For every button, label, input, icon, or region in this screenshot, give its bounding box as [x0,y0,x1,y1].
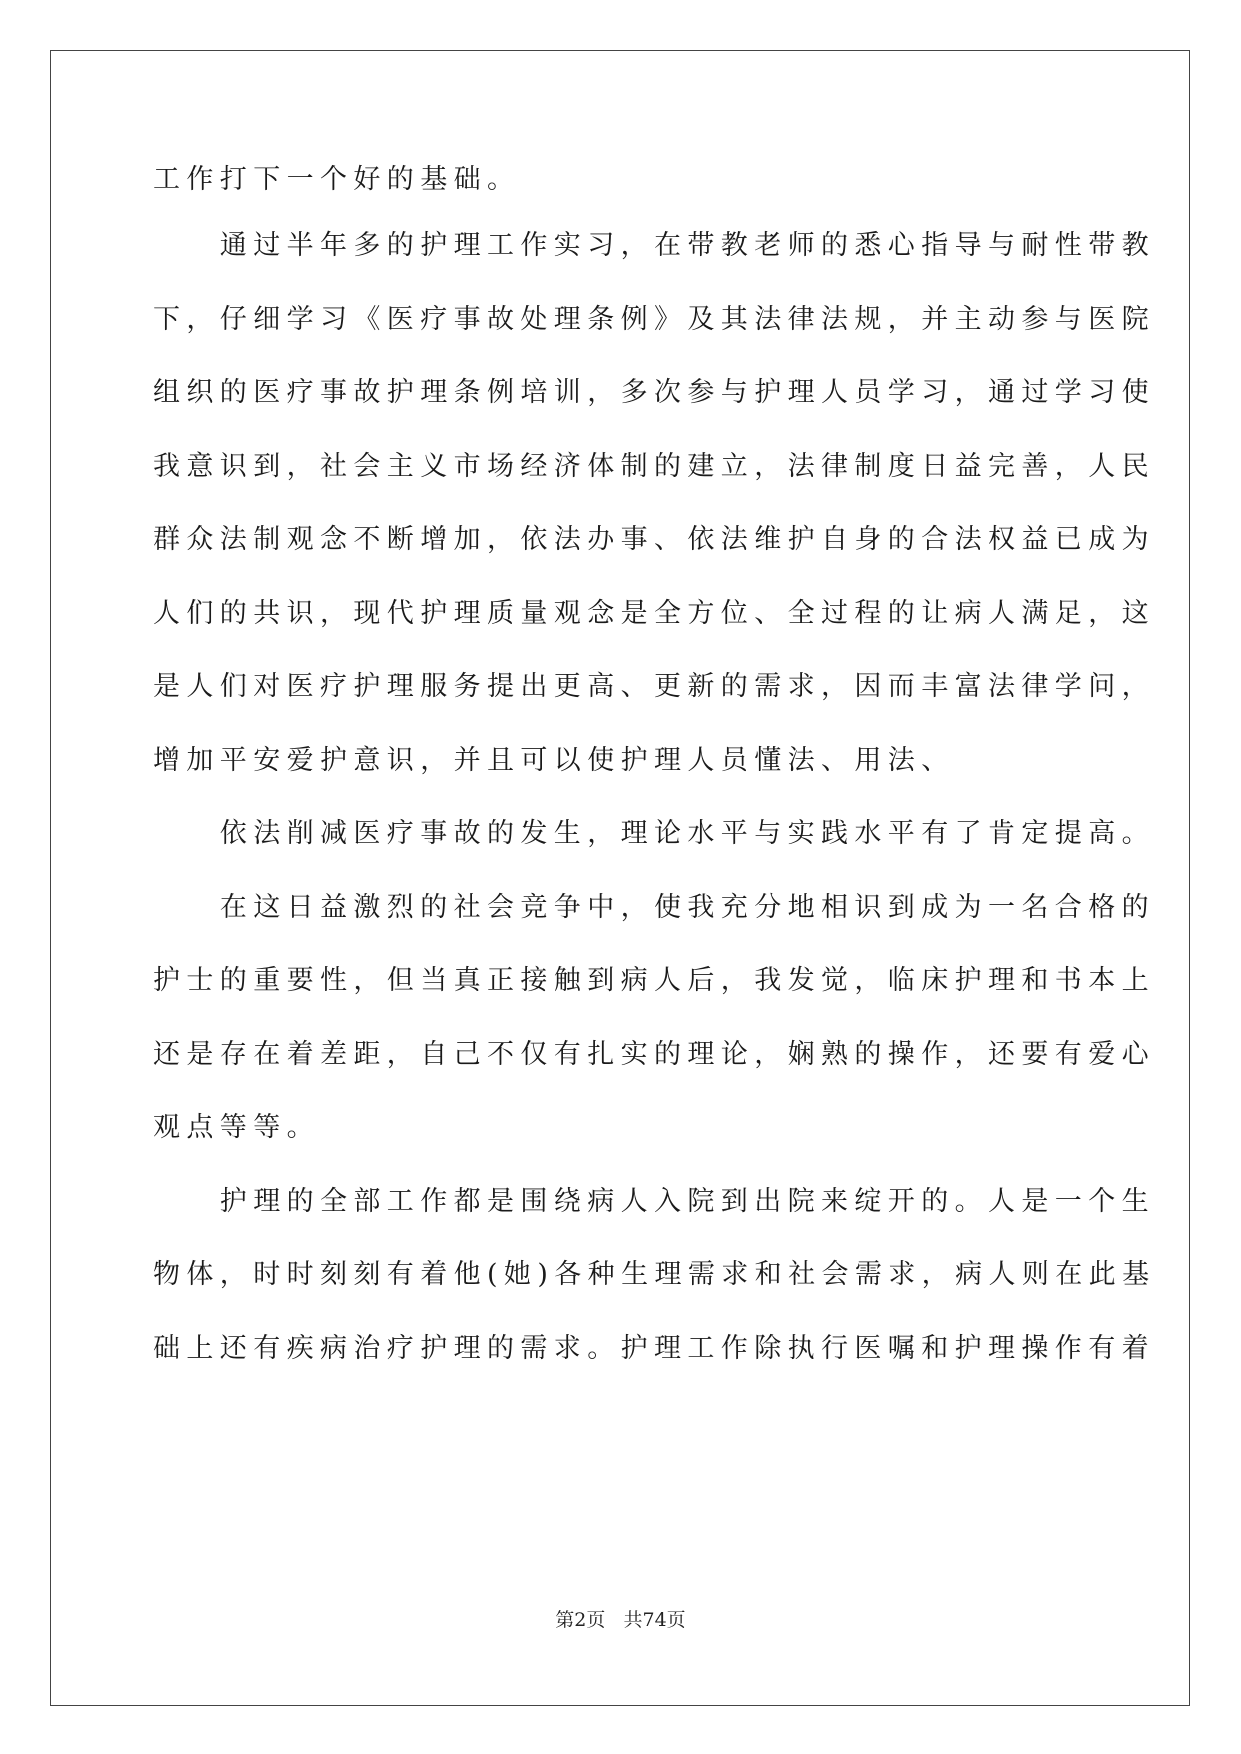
text-line: 通过半年多的护理工作实习，在带教老师的悉心指导与耐性带教 [153,230,1155,261]
page-border [50,50,1190,1706]
text-line: 我意识到，社会主义市场经济体制的建立，法律制度日益完善，人民 [153,451,1155,482]
text-line: 依法削减医疗事故的发生，理论水平与实践水平有了肯定提高。 [153,818,1155,849]
text-line: 下，仔细学习《医疗事故处理条例》及其法律法规，并主动参与医院 [153,304,1155,335]
text-line: 组织的医疗事故护理条例培训，多次参与护理人员学习，通过学习使 [153,377,1155,408]
text-line: 增加平安爱护意识，并且可以使护理人员懂法、用法、 [153,745,955,776]
text-line: 工作打下一个好的基础。 [153,164,521,195]
page-number-footer: 第2页 共74页 [555,1609,686,1631]
text-line: 观点等等。 [153,1112,320,1143]
text-line: 护理的全部工作都是围绕病人入院到出院来绽开的。人是一个生 [153,1186,1155,1217]
text-line: 础上还有疾病治疗护理的需求。护理工作除执行医嘱和护理操作有着 [153,1333,1155,1364]
text-line: 是人们对医疗护理服务提出更高、更新的需求，因而丰富法律学问， [153,671,1155,702]
text-line: 人们的共识，现代护理质量观念是全方位、全过程的让病人满足，这 [153,598,1155,629]
text-line: 护士的重要性，但当真正接触到病人后，我发觉，临床护理和书本上 [153,965,1155,996]
text-line: 还是存在着差距，自己不仅有扎实的理论，娴熟的操作，还要有爱心 [153,1039,1155,1070]
text-line: 物体，时时刻刻有着他(她)各种生理需求和社会需求，病人则在此基 [153,1259,1156,1290]
text-line: 群众法制观念不断增加，依法办事、依法维护自身的合法权益已成为 [153,524,1155,555]
text-line: 在这日益激烈的社会竞争中，使我充分地相识到成为一名合格的 [153,892,1155,923]
